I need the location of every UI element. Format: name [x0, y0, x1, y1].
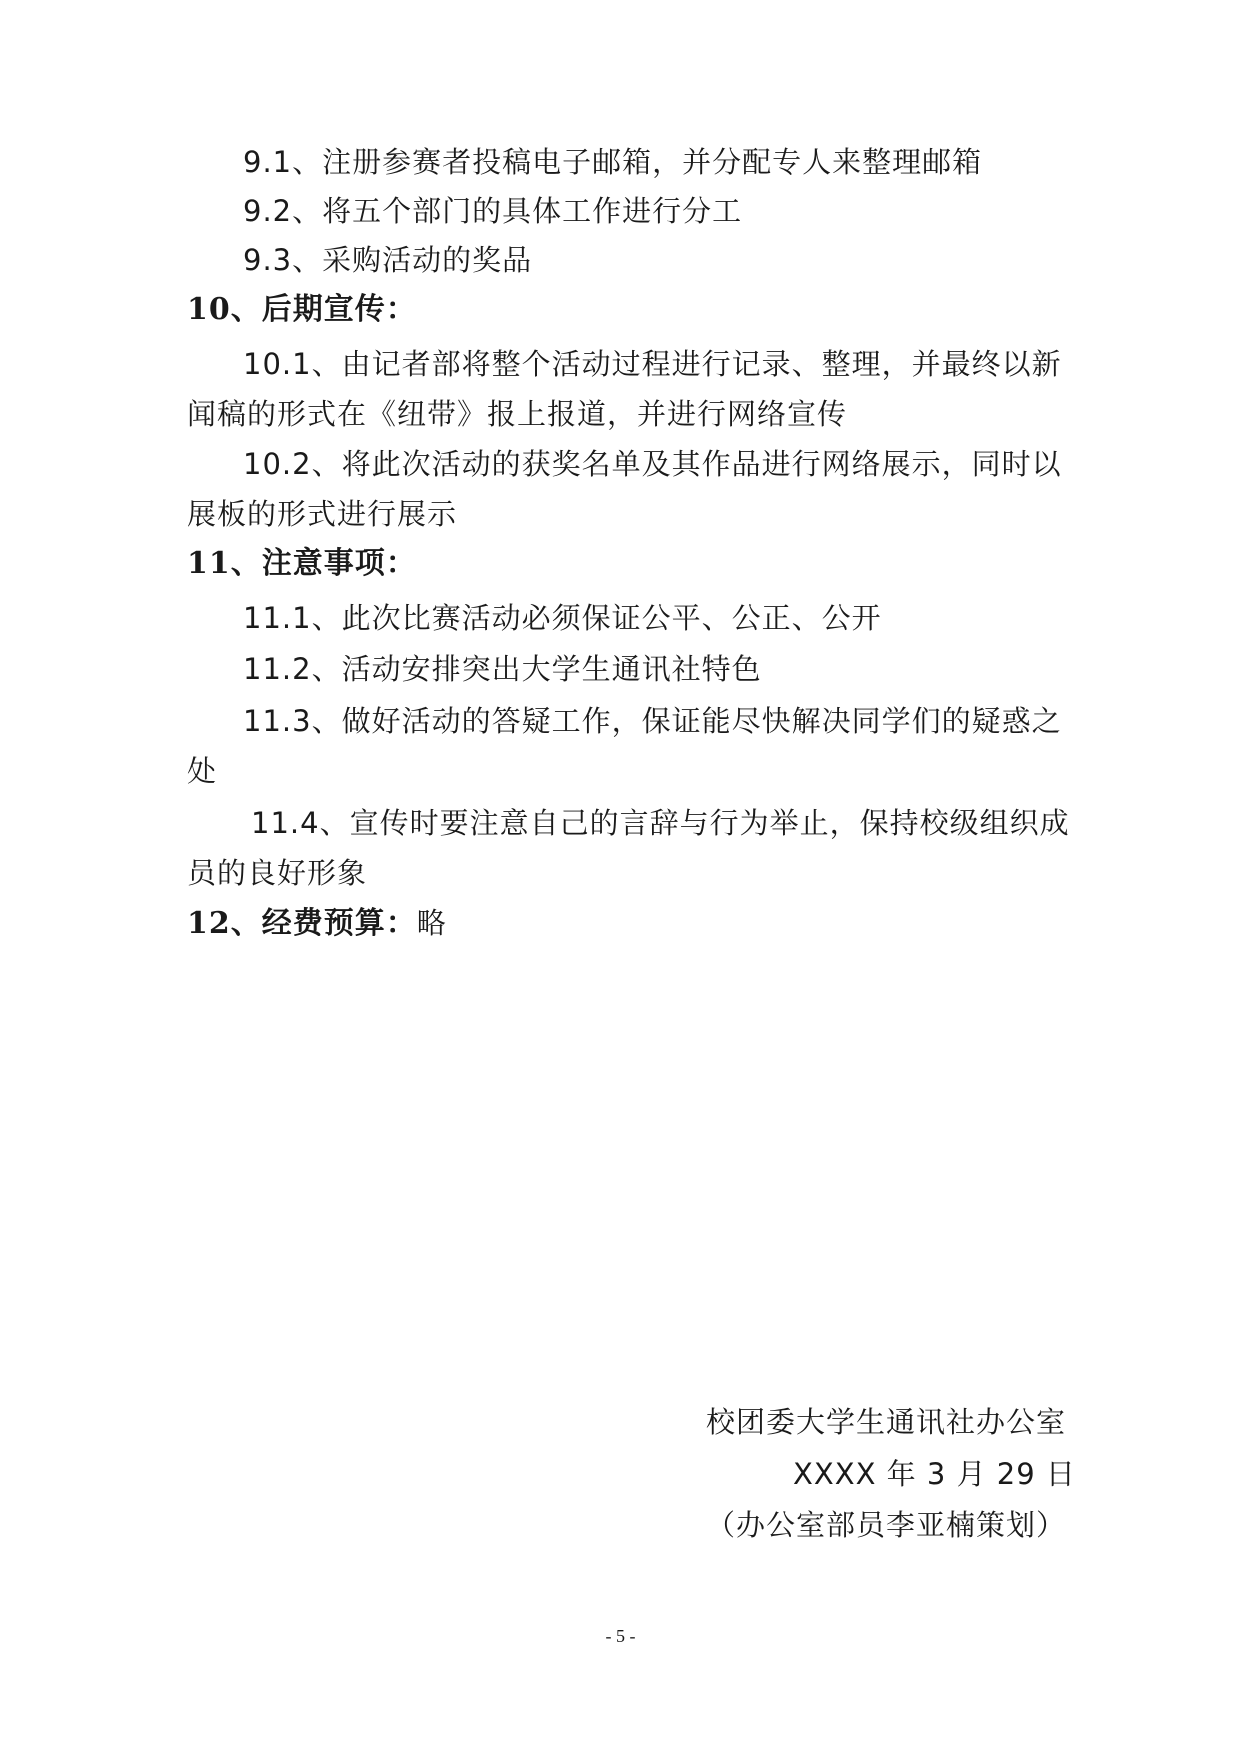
item-11-2 [243, 649, 762, 689]
item-text: 、将此次活动的获奖名单及其作品进行网络展示，同时以 [311, 447, 1062, 481]
item-text: 、此次比赛活动必须保证公平、公正、公开 [311, 601, 882, 635]
item-10-1-continued [187, 394, 847, 434]
date-year: XXXX [793, 1457, 877, 1491]
date-year-suffix: 年 [876, 1457, 927, 1491]
item-text: 、由记者部将整个活动过程进行记录、整理，并最终以新 [311, 347, 1062, 381]
section-title: 、经费预算： [230, 906, 417, 941]
section-number: 12 [187, 906, 231, 941]
item-number: 10.1 [243, 347, 312, 381]
item-text: 处 [187, 754, 218, 788]
section-number: 10 [187, 292, 231, 327]
item-text: 、采购活动的奖品 [292, 243, 533, 277]
section-11-heading [187, 544, 417, 584]
item-text: 闻稿的形式在《纽带》报上报道，并进行网络宣传 [187, 397, 848, 431]
item-text: 、活动安排突出大学生通讯社特色 [311, 652, 762, 686]
item-10-1 [243, 344, 1062, 384]
section-title: 、注意事项： [230, 546, 417, 581]
section-12-heading [187, 903, 447, 944]
date-day: 29 [996, 1457, 1036, 1491]
signature-planner: （办公室部员李亚楠策划） [706, 1508, 1067, 1542]
item-number: 11.3 [243, 704, 312, 738]
item-text: 展板的形式进行展示 [187, 497, 458, 531]
item-number: 9.3 [243, 243, 293, 277]
item-text: 员的良好形象 [187, 856, 368, 890]
item-text: 、宣传时要注意自己的言辞与行为举止，保持校级组织成 [319, 806, 1070, 840]
item-11-4-continued [187, 853, 367, 893]
signature-date [793, 1454, 1076, 1494]
item-number: 9.2 [243, 194, 293, 228]
item-11-4 [251, 803, 1070, 843]
item-text: 、将五个部门的具体工作进行分工 [292, 194, 743, 228]
budget-value: 略 [416, 906, 447, 940]
item-number: 11.4 [251, 806, 320, 840]
item-11-3-continued [187, 751, 217, 791]
item-number: 11.2 [243, 652, 312, 686]
date-day-suffix: 日 [1035, 1457, 1076, 1491]
item-11-3 [243, 701, 1062, 741]
item-10-2 [243, 444, 1062, 484]
item-9-1 [243, 142, 982, 182]
item-9-2 [243, 191, 742, 231]
item-number: 11.1 [243, 601, 312, 635]
item-number: 10.2 [243, 447, 312, 481]
section-title: 、后期宣传： [230, 292, 417, 327]
date-month-suffix: 月 [946, 1457, 997, 1491]
section-number: 11 [187, 546, 231, 581]
item-11-1 [243, 598, 882, 638]
item-number: 9.1 [243, 145, 293, 179]
section-10-heading [187, 290, 417, 330]
date-month: 3 [926, 1457, 947, 1491]
item-text: 、做好活动的答疑工作，保证能尽快解决同学们的疑惑之 [311, 704, 1062, 738]
item-9-3 [243, 240, 532, 280]
item-10-2-continued [187, 494, 457, 534]
page-number: - 5 - [605, 1626, 636, 1646]
section-title-group [187, 906, 417, 941]
item-text: 、注册参赛者投稿电子邮箱，并分配专人来整理邮箱 [292, 145, 983, 179]
signature-organization: 校团委大学生通讯社办公室 [706, 1405, 1067, 1439]
